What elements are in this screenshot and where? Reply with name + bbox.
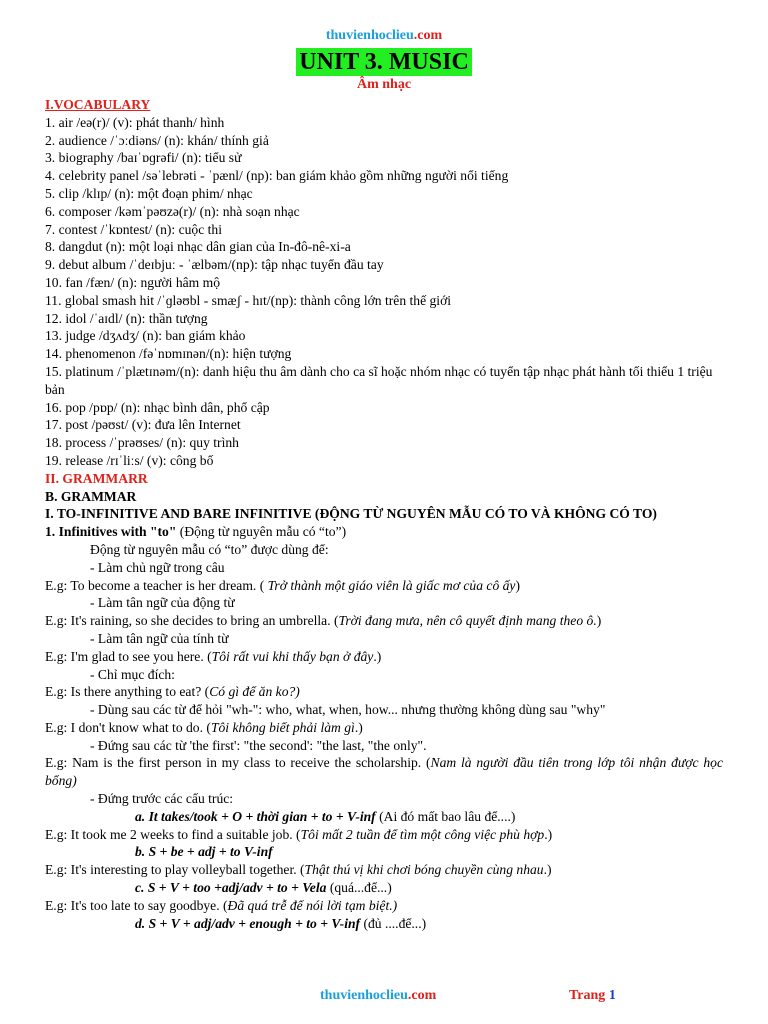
vocab-list	[45, 114, 723, 470]
footer-site: thuvienhoclieu.com	[320, 988, 437, 1003]
vocab-item: 19. release /rɪˈliːs/ (v): công bố	[45, 452, 214, 468]
example: E.g: It's raining, so she decides to bring an umbrella. (Trời đang mưa, nên cô quyết định mang theo ô.)	[45, 613, 602, 629]
usage-rule: - Đứng sau các từ 'the first': "the second': "the last, "the only".	[90, 737, 427, 753]
vocab-item: 10. fan /fæn/ (n): người hâm mộ	[45, 274, 221, 290]
item-heading: 1. Infinitives with "to" (Động từ nguyên mẫu có “to”)	[45, 524, 347, 540]
structure-formula: c. S + V + too +adj/adv + to + Vela (quá...để...)	[135, 880, 392, 896]
example: E.g: I'm glad to see you here. (Tôi rất vui khi thấy bạn ở đây.)	[45, 648, 382, 664]
example: E.g: It's interesting to play volleyball together. (Thật thú vị khi chơi bóng chuyền cùng nhau.)	[45, 862, 552, 878]
vocab-item: 6. composer /kəmˈpəʊzə(r)/ (n): nhà soạn nhạc	[45, 203, 300, 219]
vocab-item: 7. contest /ˈkɒntest/ (n): cuộc thi	[45, 221, 222, 237]
grammar-heading: B. GRAMMAR	[45, 488, 137, 504]
vocab-item: 16. pop /pɒp/ (n): nhạc bình dân, phổ cập	[45, 399, 270, 415]
vocab-item: 9. debut album /ˈdeɪbjuː - ˈælbəm/(np): tập nhạc tuyển đầu tay	[45, 257, 384, 273]
vocab-item: 11. global smash hit /ˈɡləʊbl - smæʃ - hɪt/(np): thành công lớn trên thế giới	[45, 292, 452, 308]
page-number: Trang 1	[569, 988, 616, 1003]
structure-formula: a. It takes/took + O + thời gian + to + V-inf (Ai đó mất bao lâu để....)	[135, 808, 516, 824]
example: E.g: It took me 2 weeks to find a suitable job. (Tôi mất 2 tuần để tìm một công việc phù hợp.)	[45, 826, 553, 842]
vocab-item: 2. audience /ˈɔːdiəns/ (n): khán/ thính giả	[45, 132, 269, 148]
grammar-heading-red: II. GRAMMARR	[45, 470, 148, 486]
page-title: UNIT 3. MUSIC	[296, 48, 472, 76]
vocab-item: 15. platinum /ˈplætɪnəm/(n): danh hiệu thu âm dành cho ca sĩ hoặc nhóm nhạc có tuyển tập nhạc phát hành tối thiểu 1 triệu bản	[45, 363, 713, 397]
title-wrap	[45, 48, 723, 76]
usage-rule: - Làm tân ngữ của động từ	[90, 595, 235, 611]
example: E.g: I don't know what to do. (Tôi không biết phải làm gì.)	[45, 719, 363, 735]
usage-rule: - Làm tân ngữ của tính từ	[90, 630, 229, 646]
usage-rule: - Đứng trước các cấu trúc:	[90, 791, 234, 807]
vocab-heading: I.VOCABULARY	[45, 97, 151, 112]
example: E.g: To become a teacher is her dream. ( Trở thành một giáo viên là giấc mơ của cô ấy)	[45, 577, 520, 593]
usage-rule: - Chỉ mục đích:	[90, 666, 175, 682]
example: E.g: Nam is the first person in my class to receive the scholarship. (Nam là người đầu tiên trong lớp tôi nhận được học bổng)	[45, 755, 724, 789]
structure-formula: d. S + V + adj/adv + enough + to + V-inf (đủ ....để...)	[135, 915, 427, 931]
site-header	[45, 26, 723, 46]
usage-rule: - Dùng sau các từ để hỏi "wh-": who, what, when, how... nhưng thường không dùng sau "why"	[90, 702, 606, 718]
document-content	[45, 26, 723, 932]
site-name: thuvienhoclieu	[325, 28, 414, 43]
structure-formula: b. S + be + adj + to V-inf	[135, 844, 273, 860]
vocab-item: 3. biography /baɪˈɒɡrəfi/ (n): tiểu sử	[45, 150, 242, 166]
vocab-item: 5. clip /klɪp/ (n): một đoạn phim/ nhạc	[45, 185, 253, 201]
page-subtitle: Âm nhạc	[356, 77, 412, 92]
page-footer	[0, 988, 768, 1008]
grammar-section-title: I. TO-INFINITIVE AND BARE INFINITIVE (ĐỘNG TỪ NGUYÊN MẪU CÓ TO VÀ KHÔNG CÓ TO)	[45, 506, 657, 522]
vocab-item: 14. phenomenon /fəˈnɒmɪnən/(n): hiện tượng	[45, 346, 292, 362]
intro-text: Động từ nguyên mẫu có “to” được dùng để:	[90, 541, 329, 557]
vocab-item: 1. air /eə(r)/ (v): phát thanh/ hình	[45, 114, 225, 130]
vocab-item: 18. process /ˈprəʊses/ (n): quy trình	[45, 435, 239, 451]
vocab-item: 17. post /pəʊst/ (v): đưa lên Internet	[45, 417, 241, 433]
vocab-item: 8. dangdut (n): một loại nhạc dân gian của In-đô-nê-xi-a	[45, 239, 351, 255]
vocab-item: 4. celebrity panel /səˈlebrəti - ˈpænl/ (np): ban giám khảo gồm những người nổi tiếng	[45, 168, 509, 184]
example: E.g: It's too late to say goodbye. (Đã quá trễ để nói lời tạm biệt.)	[45, 897, 398, 913]
example: E.g: Is there anything to eat? (Có gì để ăn ko?)	[45, 684, 300, 700]
site-domain: .com	[413, 28, 443, 43]
usage-rule: - Làm chủ ngữ trong câu	[90, 559, 225, 575]
vocab-item: 12. idol /ˈaɪdl/ (n): thần tượng	[45, 310, 208, 326]
vocab-item: 13. judge /dʒʌdʒ/ (n): ban giám khảo	[45, 328, 246, 344]
